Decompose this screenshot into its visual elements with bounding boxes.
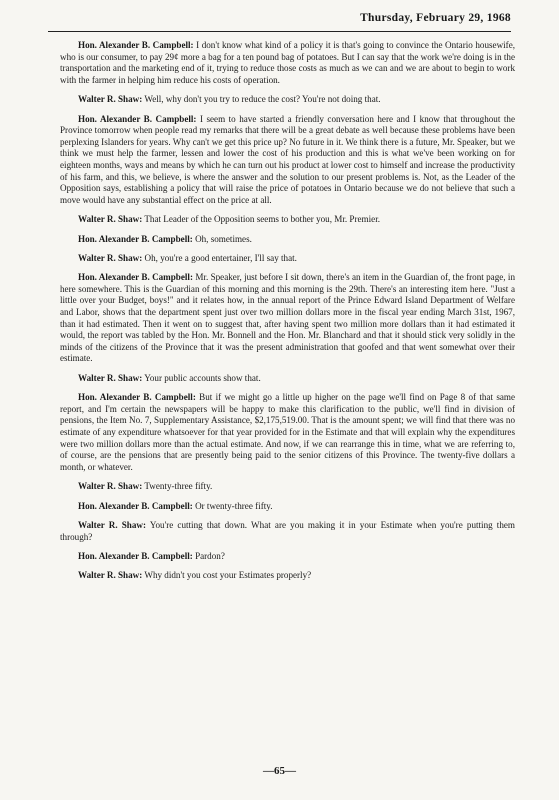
speaker-name: Hon. Alexander B. Campbell:: [78, 113, 197, 124]
transcript-paragraph: [60, 481, 515, 493]
page-number: —65—: [263, 765, 296, 777]
transcript-paragraph: [60, 253, 515, 265]
speech-text: Why didn't you cost your Estimates properly?: [144, 570, 312, 581]
speaker-name: Hon. Alexander B. Campbell:: [78, 272, 193, 283]
speech-text: Oh, you're a good entertainer, I'll say that.: [144, 252, 297, 263]
speaker-name: Hon. Alexander B. Campbell:: [78, 233, 193, 244]
transcript-paragraph: [60, 392, 515, 473]
transcript-paragraph: [60, 114, 515, 207]
speech-text: I don't know what kind of a policy it is that's going to convince the Ontario housewife, who is our consumer, to pay 29¢ more a bag for a ten pound bag of potatoes. But I can say that the work we're doing is in the transportation and the marketing end of it, trying to reduce those costs as much as we can and we are about to begin to work with the farmer in helping him reduce his costs of operation.: [60, 40, 516, 85]
speaker-name: Hon. Alexander B. Campbell:: [78, 392, 196, 403]
transcript-paragraph: [60, 40, 515, 86]
speaker-name: Walter R. Shaw:: [78, 372, 143, 383]
transcript-paragraph: [60, 234, 515, 246]
transcript-paragraph: [60, 214, 515, 226]
speech-text: Oh, sometimes.: [195, 233, 252, 244]
speech-text: I seem to have started a friendly conversation here and I know that throughout the Province tomorrow when people read my remarks that there will be a great debate as well because these problems have been perplexing Islanders for years. Why can't we get this price up? No future in it. We think there is a future, Mr. Speaker, but we think we must help the farmer, lessen and lower the cost of his production and this is what we've been working on for eighteen months, ways and means by which he can turn out his product at lower cost to himself and increase the productivity of his farm, and this, we believe, is where the answer and the solution to our present problems is. Not, as the Leader of the Opposition says, establishing a policy that will raise the price of potatoes in Ontario because we do not believe that such a move would have any substantial effect on the price at all.: [60, 113, 516, 205]
speaker-name: Walter R. Shaw:: [78, 570, 143, 581]
speaker-name: Walter R. Shaw:: [78, 519, 146, 530]
speech-text: You're cutting that down. What are you making it in your Estimate when you're putting them through?: [60, 519, 515, 542]
speaker-name: Hon. Alexander B. Campbell:: [78, 40, 194, 50]
speech-text: Well, why don't you try to reduce the cost? You're not doing that.: [144, 94, 381, 105]
speech-text: But if we might go a little up higher on the page we'll find on Page 8 of that same report, and I'm certain the newspapers will be happy to make this clarification to the public, we'll find in division of pensions, the Item No. 7, Supplementary Assistance, $2,175,519.00. That is the amount spent; we will find that there was no estimate of any expenditure whatsoever for that year provided for in the Estimate and that will explain why the expenditures were two million dollars more than the actual estimate. And now, if we can rearrange this in time, what we are referring to, of course, are the pensions that are presently being paid to the senior citizens of this Province. The twenty-five dollars a month, or whatever.: [60, 392, 516, 472]
transcript-paragraph: [60, 272, 515, 365]
transcript-paragraph: [60, 373, 515, 385]
speaker-name: Walter R. Shaw:: [78, 252, 143, 263]
transcript-paragraph: [60, 551, 515, 563]
transcript-paragraph: [60, 520, 515, 543]
speech-text: Mr. Speaker, just before I sit down, there's an item in the Guardian of, the front page, in here somewhere. This is the Guardian of this morning and this morning is the 29th. There's an interesting item here. "Just a little over your Budget, boys!" and it relates how, in the annual report of the Prince Edward Island Department of Welfare and Labor, shows that the department spent just over two million dollars more in the fiscal year ending March 31st, 1967, than it had estimated. Then it went on to suggest that, after having spent two million more dollars than it had estimated it would, the report was tabled by the Hon. Mr. Bonnell and the Hon. Mr. Blanchard and that it should stick very solidly in the minds of the citizens of the Province that it was the present administration that goofed and that went somewhat over their estimate.: [60, 272, 515, 364]
running-header-date: Thursday, February 29, 1968: [360, 12, 511, 24]
speech-text: Your public accounts show that.: [144, 372, 261, 383]
speaker-name: Walter R. Shaw:: [78, 94, 143, 105]
speech-text: Pardon?: [195, 550, 225, 561]
speaker-name: Hon. Alexander B. Campbell:: [78, 550, 193, 561]
speaker-name: Walter R. Shaw:: [78, 214, 143, 225]
transcript-paragraph: [60, 570, 515, 582]
speech-text: That Leader of the Opposition seems to bother you, Mr. Premier.: [144, 214, 380, 225]
speaker-name: Walter R. Shaw:: [78, 481, 143, 492]
speech-text: Twenty-three fifty.: [144, 481, 213, 492]
header-rule: [48, 31, 511, 32]
speaker-name: Hon. Alexander B. Campbell:: [78, 500, 193, 511]
transcript-body: [60, 40, 515, 590]
transcript-paragraph: [60, 501, 515, 513]
transcript-paragraph: [60, 94, 515, 106]
speech-text: Or twenty-three fifty.: [195, 500, 273, 511]
